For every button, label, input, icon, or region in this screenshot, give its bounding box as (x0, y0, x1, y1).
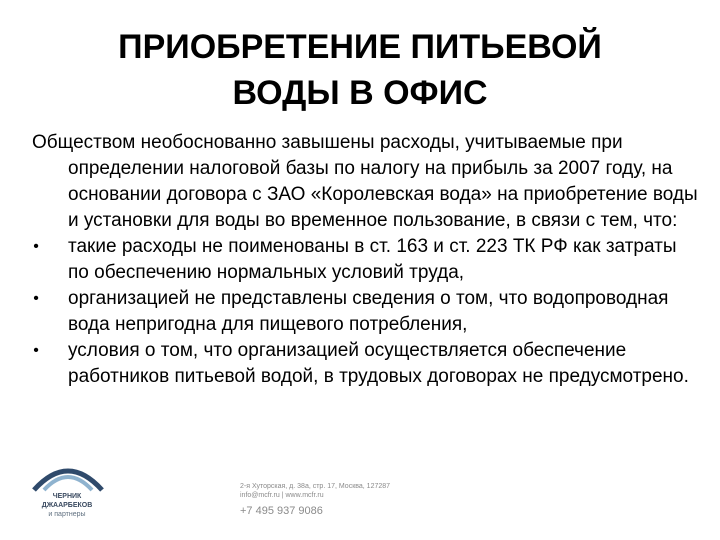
footer-contacts (240, 482, 390, 500)
logo-text (24, 492, 110, 519)
footer-phone: +7 495 937 9086 (240, 505, 323, 517)
bullet-list (32, 234, 702, 390)
bullet-item (32, 338, 702, 390)
footer-address: 2-я Хуторская, д. 38а, стр. 17, Москва, 127287 (240, 483, 391, 490)
slide-title (60, 24, 660, 116)
bullet-item (32, 234, 702, 286)
title-line-2: ВОДЫ В ОФИС (232, 74, 488, 112)
bullet-text: условия о том, что организацией осуществляется обеспечение работников питьевой водой, в трудовых договорах не предусмотрено. (68, 340, 689, 387)
bullet-text: организацией не представлены сведения о том, что водопроводная вода непригодна для пищевого потребления, (68, 288, 669, 335)
logo-arc-icon (30, 458, 106, 492)
bullet-marker: • (33, 342, 39, 359)
bullet-marker: • (33, 238, 39, 255)
intro-paragraph: Обществом необоснованно завышены расходы, учитываемые при определении налоговой базы по налогу на прибыль за 2007 году, на основании договора с ЗАО «Королевская вода» на приобретение воды и установки для воды во временное пользование, в связи с тем, что: (32, 132, 698, 231)
footer-email-web: info@mcfr.ru | www.mcfr.ru (240, 492, 324, 499)
logo-line-2: ДЖААРБЕКОВ (41, 502, 93, 509)
logo-line-1: ЧЕРНИК (52, 493, 82, 500)
slide-body (32, 130, 702, 390)
company-logo (24, 458, 114, 530)
bullet-marker: • (33, 290, 39, 307)
title-line-1: ПРИОБРЕТЕНИЕ ПИТЬЕВОЙ (118, 28, 602, 66)
bullet-text: такие расходы не поименованы в ст. 163 и ст. 223 ТК РФ как затраты по обеспечению нормальных условий труда, (68, 236, 677, 283)
logo-line-3: и партнеры (48, 511, 86, 518)
bullet-item (32, 286, 702, 338)
